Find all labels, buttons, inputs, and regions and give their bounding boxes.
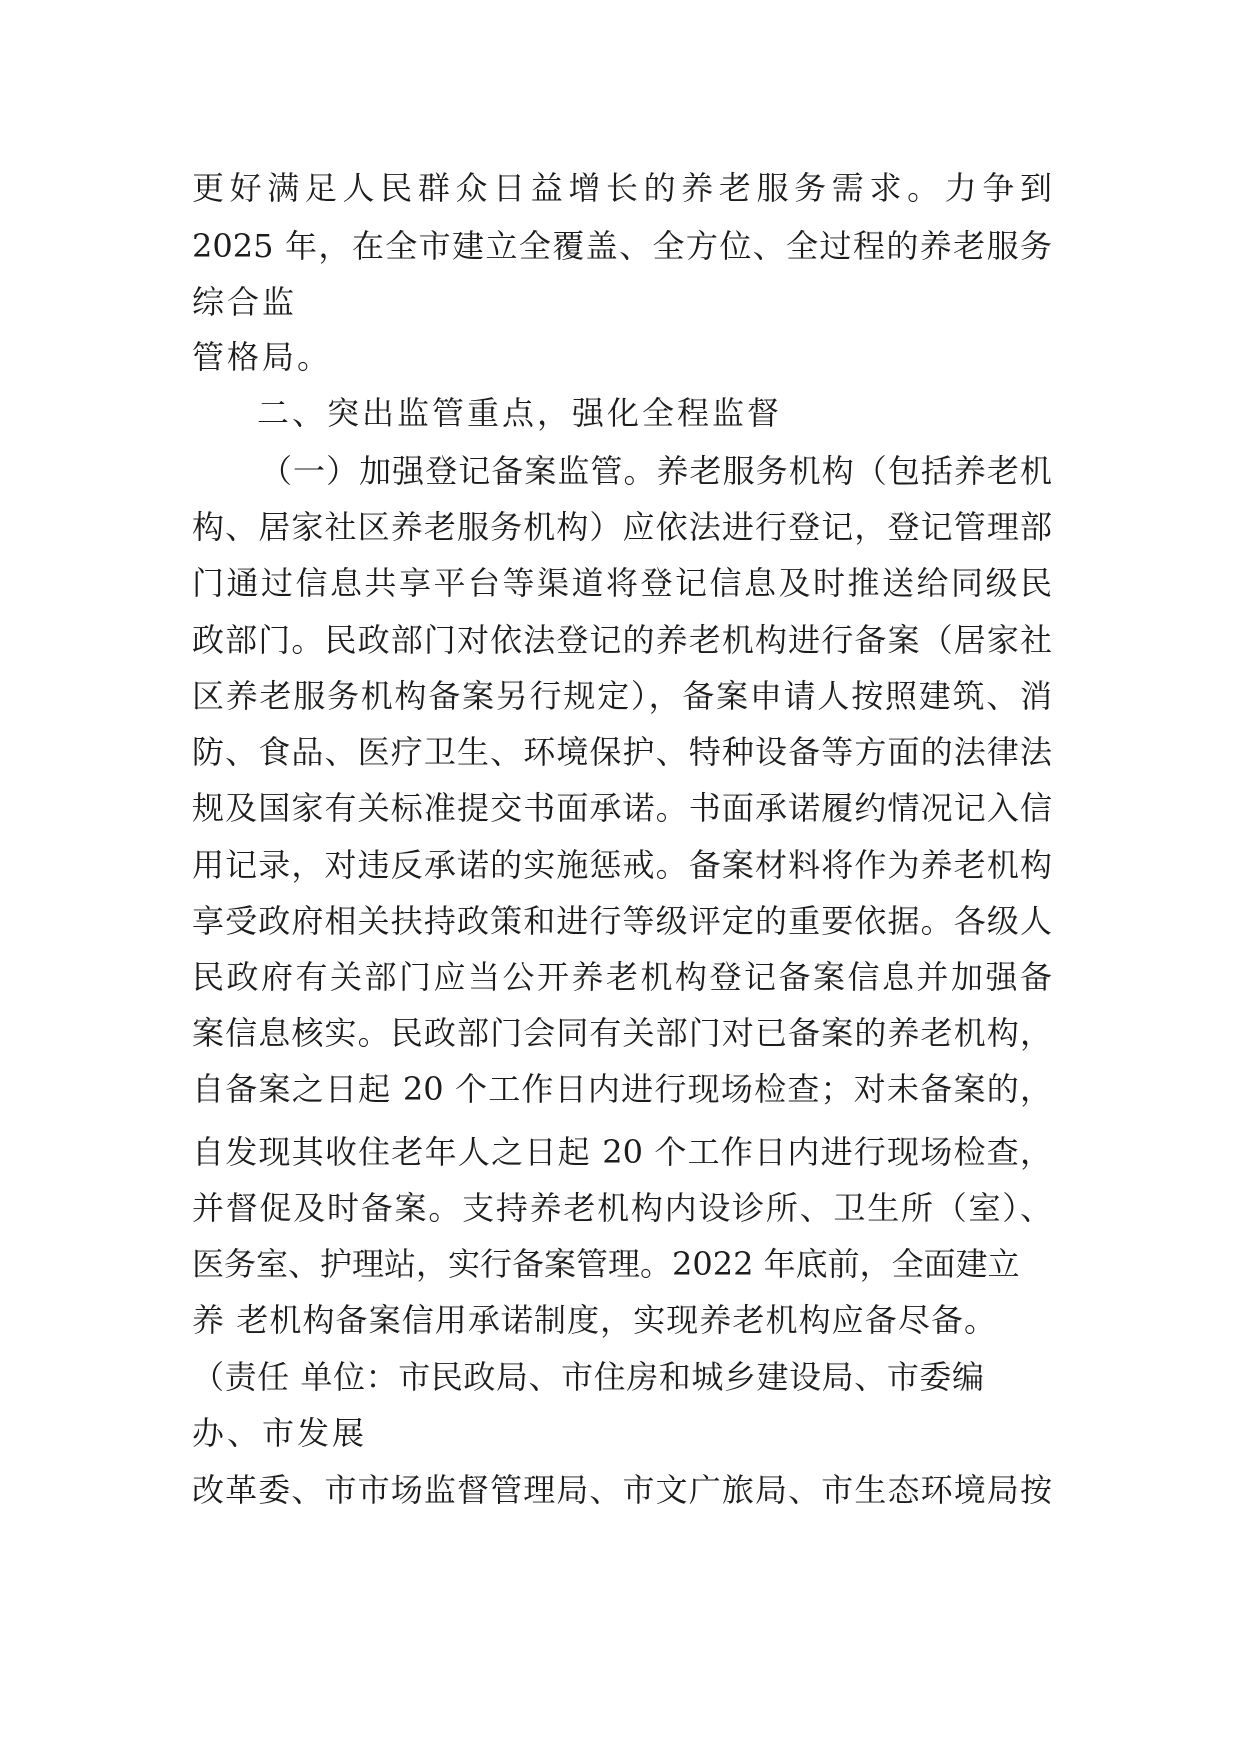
body-text-line: 2025 年，在全市建立全覆盖、全方位、全过程的养老服务 [192, 227, 1052, 265]
body-text-line: 并督促及时备案。支持养老机构内设诊所、卫生所（室）、 [192, 1189, 1052, 1227]
body-text-line: 更好满足人民群众日益增长的养老服务需求。力争到 [192, 169, 1052, 207]
body-text-line: 自发现其收住老年人之日起 20 个工作日内进行现场检查， [192, 1133, 1052, 1171]
body-text-line: 养 老机构备案信用承诺制度，实现养老机构应备尽备。 [192, 1301, 996, 1339]
body-text-line: 办、市发展 [192, 1414, 368, 1452]
body-text-line: 区养老服务机构备案另行规定），备案申请人按照建筑、消 [192, 677, 1052, 715]
body-text-line: 自备案之日起 20 个工作日内进行现场检查；对未备案的， [192, 1070, 1052, 1108]
body-text-line: 规及国家有关标准提交书面承诺。书面承诺履约情况记入信 [192, 789, 1052, 827]
body-text-line: 门通过信息共享平台等渠道将登记信息及时推送给同级民 [192, 564, 1052, 602]
body-text-line: 防、食品、医疗卫生、环境保护、特种设备等方面的法律法 [192, 733, 1052, 771]
section-heading: 二、突出监管重点，强化全程监督 [257, 394, 783, 432]
body-text-line: 享受政府相关扶持政策和进行等级评定的重要依据。各级人 [192, 902, 1052, 940]
body-text-line: 用记录，对违反承诺的实施惩戒。备案材料将作为养老机构 [192, 846, 1052, 884]
body-text-line: 构、居家社区养老服务机构）应依法进行登记，登记管理部 [192, 508, 1052, 546]
body-text-line: 改革委、市市场监督管理局、市文广旅局、市生态环境局按 [192, 1471, 1052, 1509]
body-text-line: 民政府有关部门应当公开养老机构登记备案信息并加强备 [192, 958, 1052, 996]
body-text-line: 综合监 [192, 283, 298, 321]
subsection-heading-line: （一）加强登记备案监管。养老服务机构（包括养老机 [260, 452, 1052, 490]
body-text-line: 政部门。民政部门对依法登记的养老机构进行备案（居家社 [192, 621, 1052, 659]
body-text-line: 案信息核实。民政部门会同有关部门对已备案的养老机构， [192, 1014, 1052, 1052]
body-text-line: 医务室、护理站，实行备案管理。2022 年底前，全面建立 [192, 1245, 1020, 1283]
body-text-line: 管格局。 [192, 338, 333, 376]
body-text-line: （责任 单位：市民政局、市住房和城乡建设局、市委编 [192, 1358, 984, 1396]
